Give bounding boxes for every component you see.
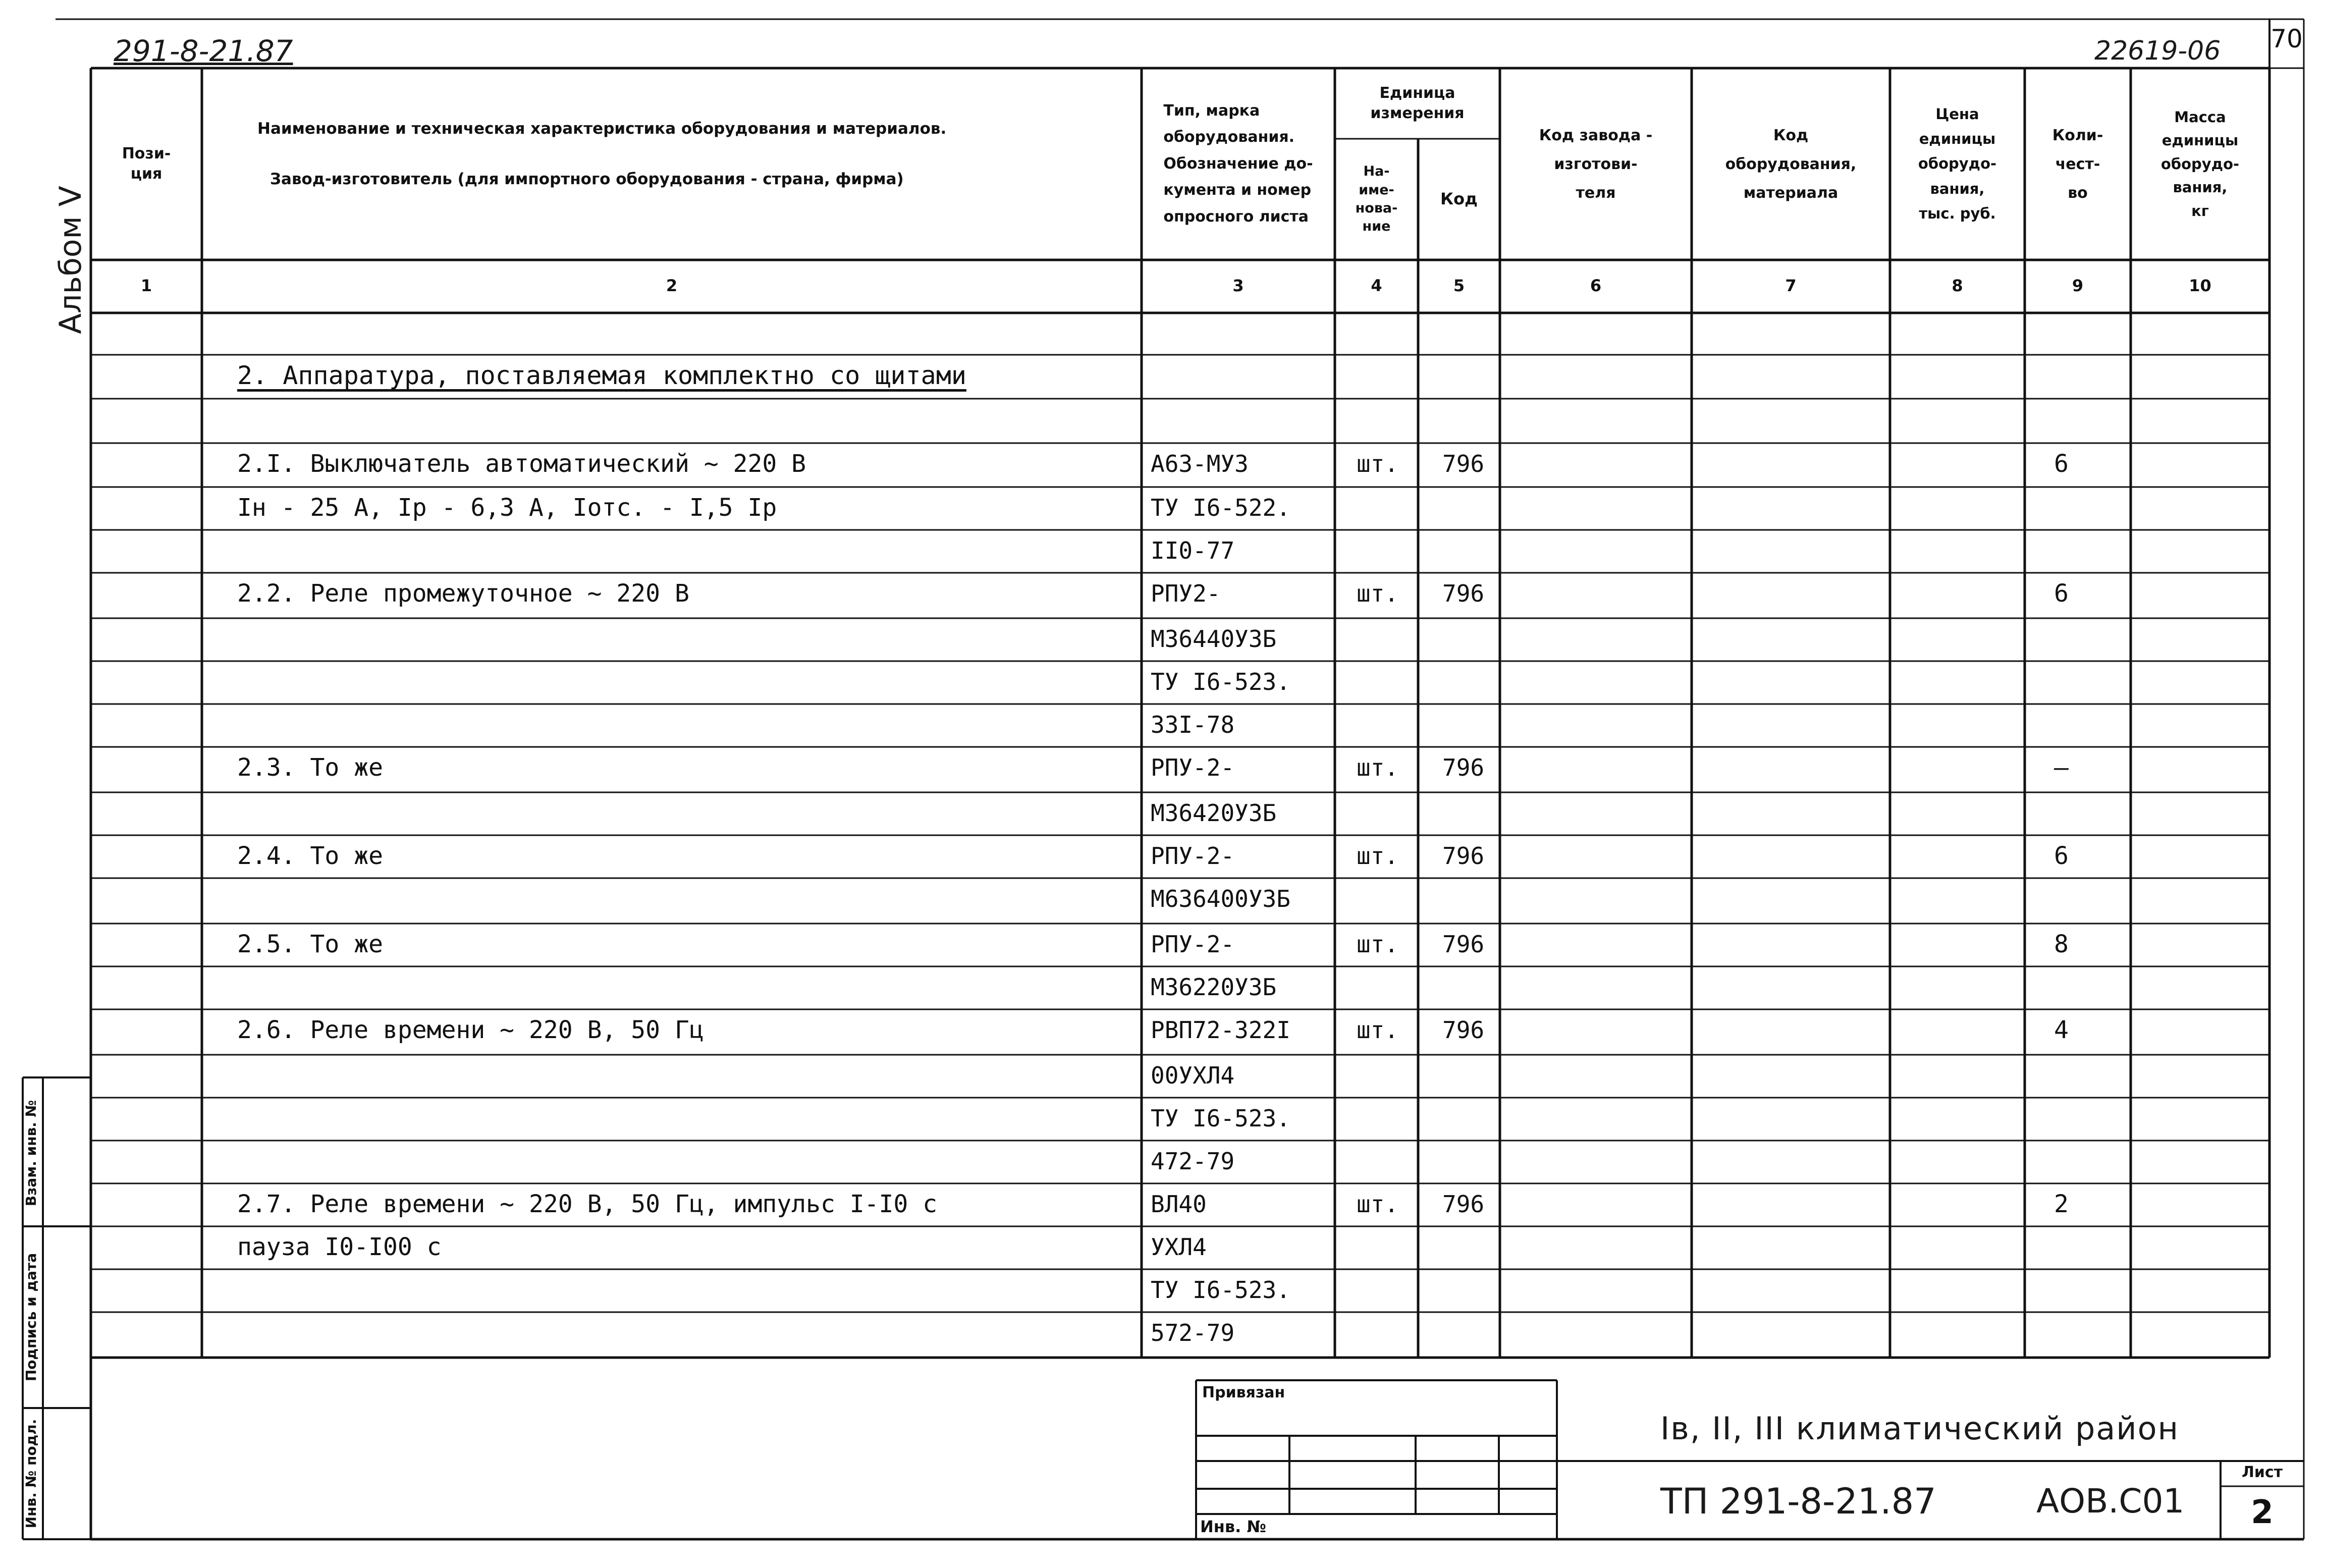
doc-code: ТП 291-8-21.87	[1660, 1481, 1936, 1522]
table-cell-type: М36220УЗБ	[1151, 974, 1277, 1001]
table-cell-unit: шт.	[1357, 450, 1399, 477]
col3-header-text: Тип, марка оборудования. Обозначение до- кумента и номер опросного листа	[1163, 101, 1313, 226]
table-cell-name: 2.6. Реле времени ~ 220 В, 50 Гц	[237, 1016, 704, 1044]
col6-header-text: Код завода - изготови- теля	[1539, 126, 1653, 202]
table-cell-qty: 8	[2054, 930, 2069, 958]
table-cell-name: 2.3. То же	[237, 753, 383, 782]
sheet-code: АОВ.С01	[2036, 1482, 2185, 1521]
table-cell-type: А63-МУЗ	[1151, 450, 1249, 477]
table-cell-qty: 4	[2054, 1016, 2069, 1044]
table-cell-code: 796	[1442, 580, 1485, 607]
table-cell-unit: шт.	[1357, 754, 1399, 781]
table-cell-type: РПУ2-	[1151, 580, 1221, 607]
table-cell-name: Iн - 25 А, Iр - 6,3 А, Iотс. - I,5 Iр	[237, 494, 777, 522]
sheet-number: 2	[2251, 1494, 2274, 1531]
table-cell-type: 00УХЛ4	[1151, 1062, 1235, 1089]
column-number-4: 4	[1371, 276, 1382, 295]
column-number-9: 9	[2072, 276, 2084, 295]
table-cell-type: 33I-78	[1151, 711, 1235, 738]
col8-header-text: Цена единицы оборудо- вания, тыс. руб.	[1918, 105, 1997, 222]
stamp-inv-no: Инв. №	[1200, 1517, 1266, 1536]
table-cell-unit: шт.	[1357, 1016, 1399, 1044]
table-cell-code: 796	[1442, 931, 1485, 958]
table-cell-qty: 2	[2054, 1190, 2069, 1218]
table-cell-unit: шт.	[1357, 1191, 1399, 1218]
col5-header-text: Код	[1440, 189, 1478, 209]
table-cell-type: М636400УЗБ	[1151, 885, 1290, 912]
column-number-5: 5	[1453, 276, 1465, 295]
climate-region: Iв, II, III климатический район	[1660, 1410, 2180, 1447]
col7-header-text: Код оборудования, материала	[1725, 126, 1857, 202]
table-cell-qty: 6	[2054, 450, 2069, 478]
table-cell-qty: –	[2054, 753, 2069, 782]
table-cell-type: УХЛ4	[1151, 1233, 1207, 1261]
top-right-code: 22619-06	[2094, 36, 2221, 66]
column-number-10: 10	[2189, 276, 2211, 295]
album-label: Альбом V	[53, 186, 88, 334]
table-cell-type: ТУ I6-522.	[1151, 494, 1290, 521]
table-cell-unit: шт.	[1357, 842, 1399, 870]
top-left-code: 291-8-21.87	[114, 34, 293, 68]
table-cell-code: 796	[1442, 754, 1485, 781]
section-title-text: 2. Аппаратура, поставляемая комплектно со щитами	[237, 361, 966, 390]
table-cell-name: 2.I. Выключатель автоматический ~ 220 В	[237, 450, 806, 478]
stamp-privyazan: Привязан	[1202, 1384, 1285, 1401]
table-cell-type: ТУ I6-523.	[1151, 1276, 1290, 1304]
table-cell-name: 2.7. Реле времени ~ 220 В, 50 Гц, импульс I-I0 с	[237, 1190, 938, 1218]
col2-header-line1: Наименование и техническая характеристика оборудования и материалов.	[257, 120, 947, 138]
column-number-8: 8	[1952, 276, 1963, 295]
table-cell-qty: 6	[2054, 842, 2069, 870]
table-cell-type: ВЛ40	[1151, 1191, 1207, 1218]
col2-header-line2: Завод-изготовитель (для импортного оборудования - страна, фирма)	[270, 170, 904, 188]
table-cell-type: 472-79	[1151, 1148, 1235, 1175]
table-cell-unit: шт.	[1357, 580, 1399, 607]
side-stamp-podpis: Подпись и дата	[23, 1253, 39, 1382]
table-cell-type: РПУ-2-	[1151, 842, 1235, 870]
table-cell-type: РПУ-2-	[1151, 754, 1235, 781]
table-cell-name: 2.2. Реле промежуточное ~ 220 В	[237, 579, 689, 608]
table-cell-qty: 6	[2054, 579, 2069, 608]
table-cell-type: II0-77	[1151, 537, 1235, 564]
column-number-1: 1	[140, 276, 152, 295]
column-number-2: 2	[666, 276, 678, 295]
table-cell-type: 572-79	[1151, 1319, 1235, 1346]
col10-header-text: Масса единицы оборудо- вания, кг	[2160, 109, 2240, 220]
table-cell-unit: шт.	[1357, 931, 1399, 958]
table-cell-type: М36420УЗБ	[1151, 799, 1277, 827]
side-stamp-inv-podl: Инв. № подл.	[23, 1419, 39, 1529]
unit-group-header-text: Единица измерения	[1370, 84, 1465, 122]
table-cell-code: 796	[1442, 450, 1485, 477]
table-cell-type: РВП72-322I	[1151, 1016, 1290, 1044]
column-number-3: 3	[1232, 276, 1244, 295]
table-cell-name: пауза I0-I00 с	[237, 1233, 442, 1261]
table-cell-name: 2.4. То же	[237, 842, 383, 870]
table-cell-code: 796	[1442, 1016, 1485, 1044]
col1-header-text: Пози- ция	[122, 144, 171, 183]
sheet-label: Лист	[2241, 1464, 2283, 1481]
table-cell-code: 796	[1442, 842, 1485, 870]
table-cell-type: РПУ-2-	[1151, 931, 1235, 958]
table-cell-code: 796	[1442, 1191, 1485, 1218]
table-cell-type: М36440УЗБ	[1151, 625, 1277, 653]
table-cell-type: ТУ I6-523.	[1151, 1105, 1290, 1132]
column-number-6: 6	[1590, 276, 1602, 295]
table-cell-type: ТУ I6-523.	[1151, 668, 1290, 695]
sheet-corner-number: 70	[2270, 24, 2303, 53]
col4-header-text: На- име- нова- ние	[1355, 164, 1398, 235]
side-stamp-vzam: Взам. инв. №	[23, 1100, 39, 1207]
table-cell-name: 2.5. То же	[237, 930, 383, 958]
col9-header-text: Коли- чест- во	[2052, 126, 2103, 202]
column-number-7: 7	[1785, 276, 1797, 295]
